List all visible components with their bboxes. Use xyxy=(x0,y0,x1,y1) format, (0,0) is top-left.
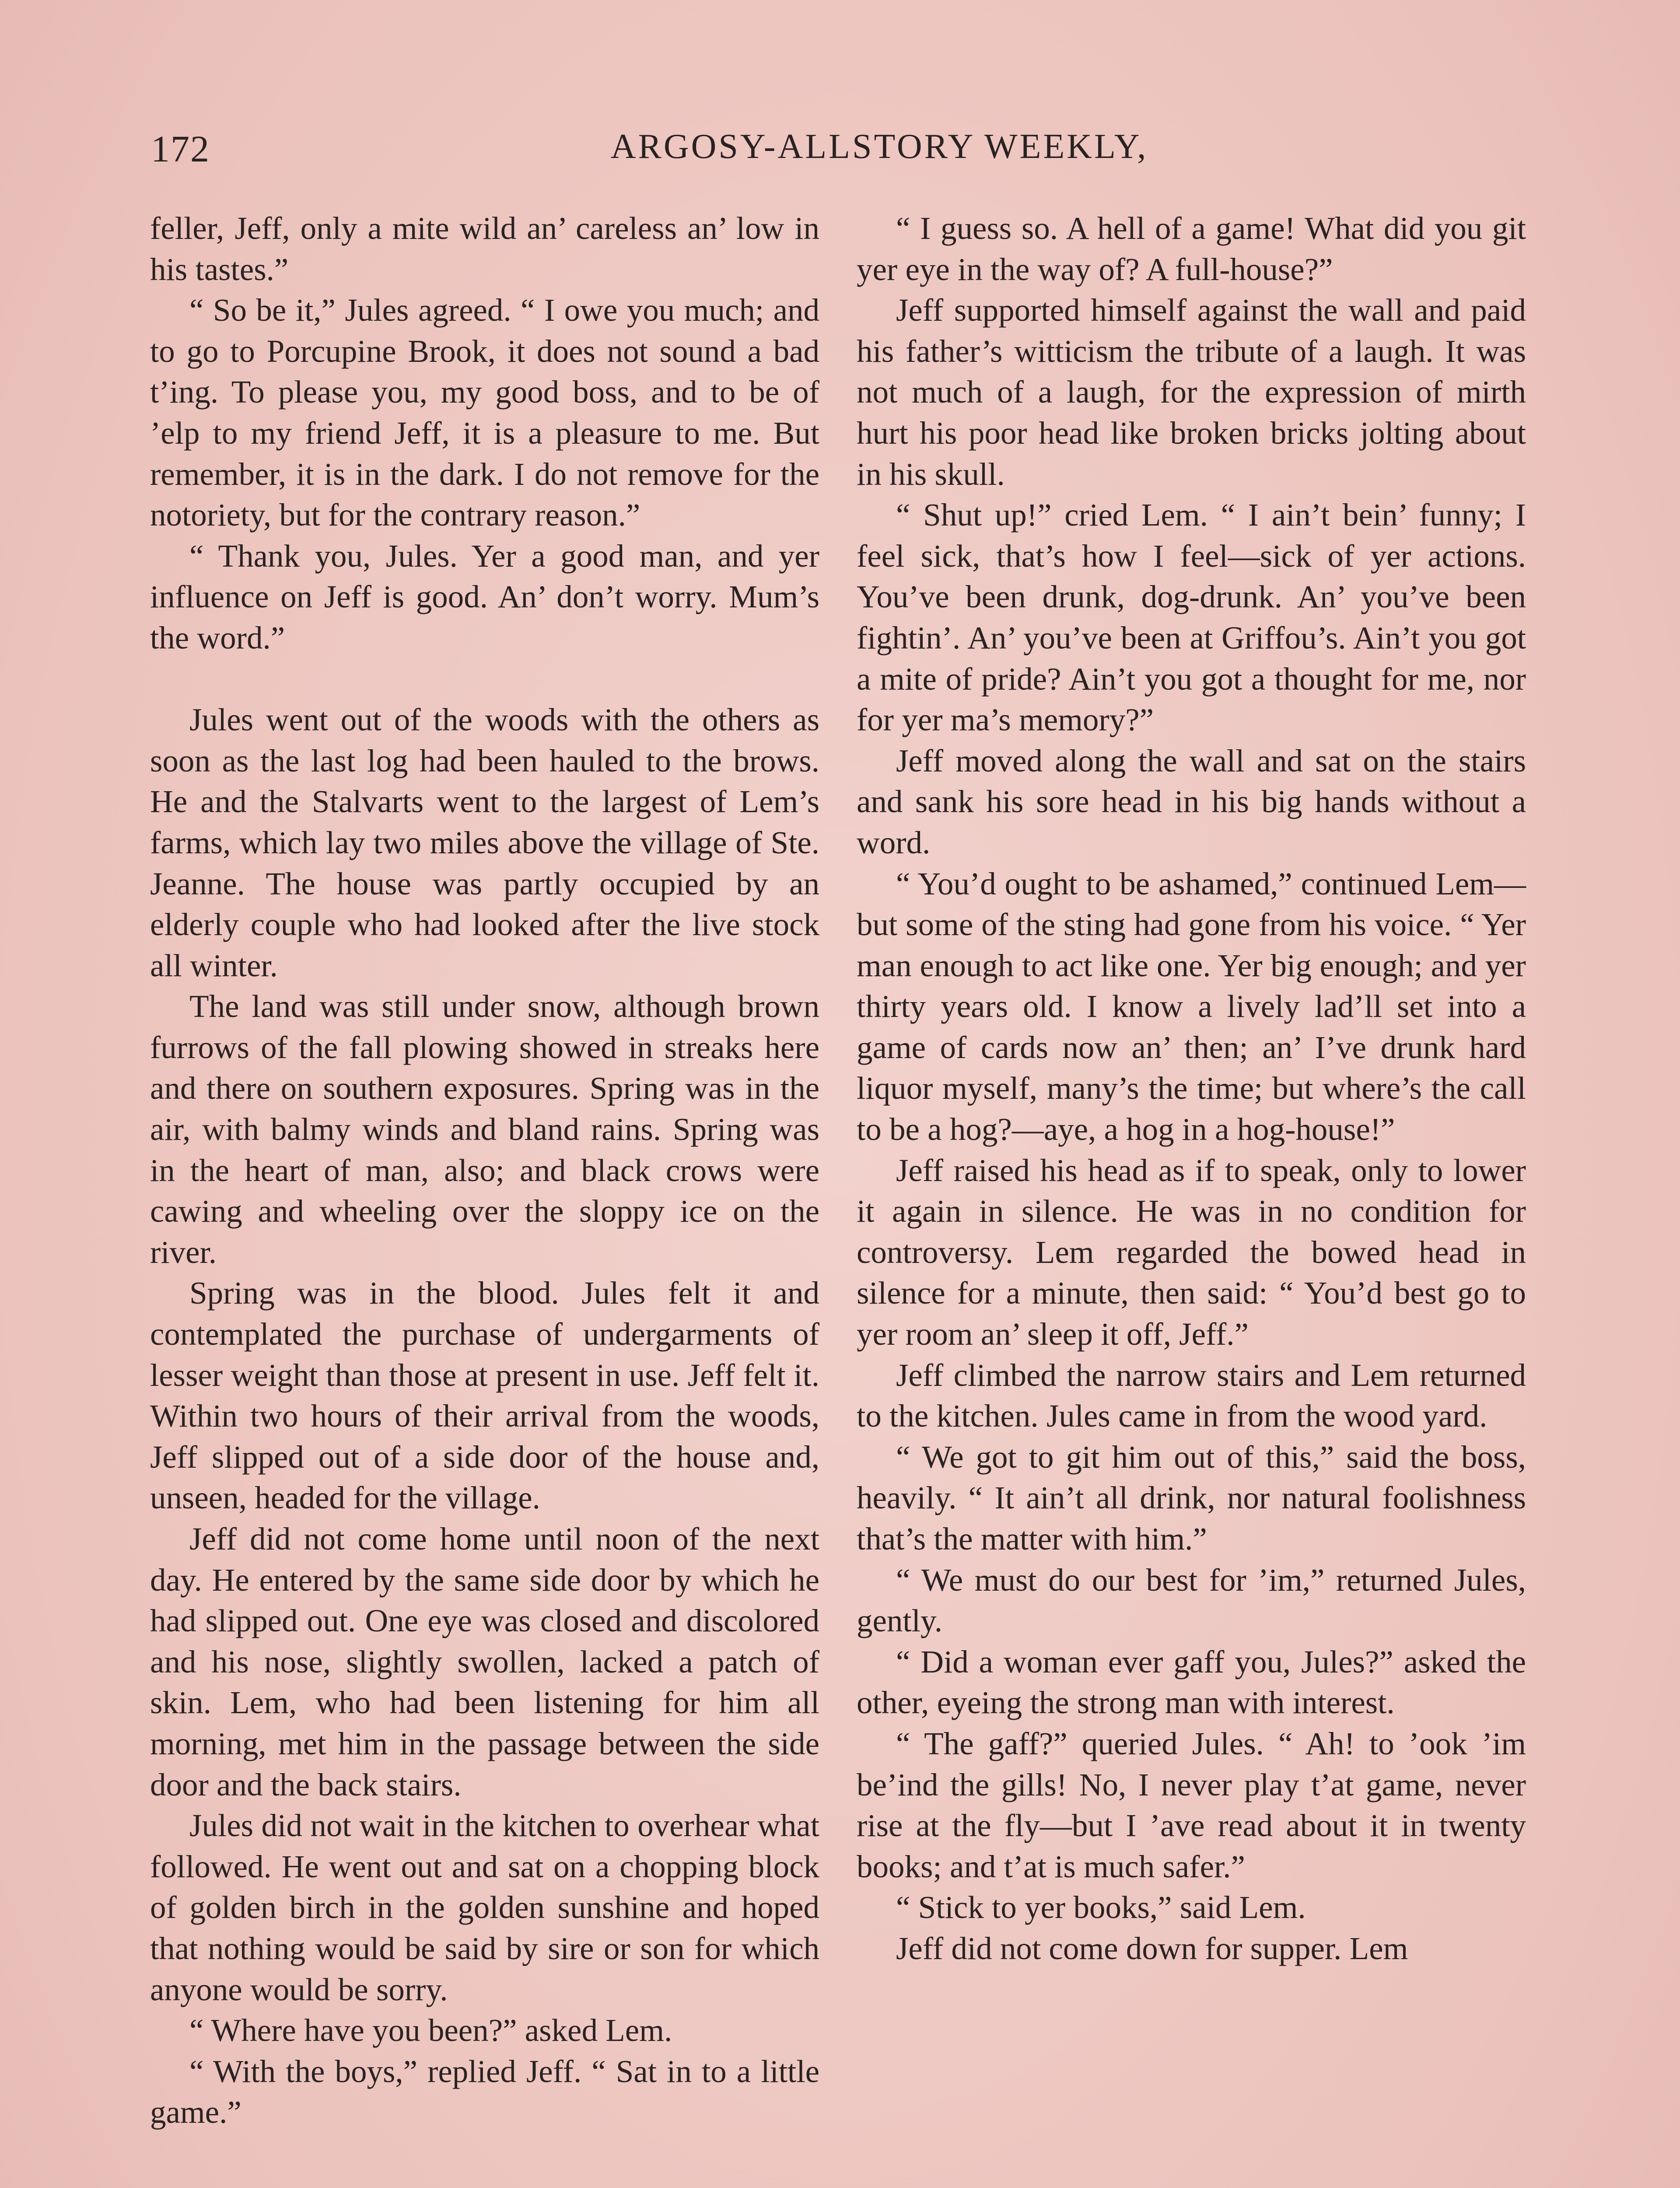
paragraph: “ So be it,” Jules agreed. “ I owe you much; and to go to Porcupine Brook, it does not sound a bad t’ing. To please you, my good boss, and to be of ’elp to my friend Jeff, it is a pleasure to me. But remember, it is in the dark. I do not remove for the notoriety, but for the contrary reason.” xyxy=(150,292,819,533)
paragraph: The land was still under snow, although brown furrows of the fall plowing showed in streaks here and there on southern exposures. Spring was in the air, with balmy winds and bland rains. Spring was in the heart of man, also; and black crows were cawing and wheeling over the sloppy ice on the river. xyxy=(150,989,819,1270)
paragraph: “ Shut up!” cried Lem. “ I ain’t bein’ funny; I feel sick, that’s how I feel—sick of yer actions. You’ve been drunk, dog-drunk. An’ you’ve been fightin’. An’ you’ve been at Griffou’s. Ain’t you got a mite of pride? Ain’t you got a thought for me, nor for yer ma’s memory?” xyxy=(857,497,1526,738)
right-column xyxy=(857,208,1526,1969)
paragraph: Jules went out of the woods with the others as soon as the last log had been hauled to the brows. He and the Stalvarts went to the largest of Lem’s farms, which lay two miles above the village of Ste. Jeanne. The house was partly occupied by an elderly couple who had looked after the live stock all winter. xyxy=(150,702,819,983)
paragraph: Spring was in the blood. Jules felt it and contemplated the purchase of undergarments of lesser weight than those at present in use. Jeff felt it. Within two hours of their arrival from the woods, Jeff slipped out of a side door of the house and, unseen, headed for the village. xyxy=(150,1275,819,1516)
paragraph: “ We got to git him out of this,” said the boss, heavily. “ It ain’t all drink, nor natural foolishness that’s the matter with him.” xyxy=(857,1439,1526,1557)
paragraph: Jeff raised his head as if to speak, only to lower it again in silence. He was in no condition for controversy. Lem regarded the bowed head in silence for a minute, then said: “ You’d best go to yer room an’ sleep it off, Jeff.” xyxy=(857,1152,1526,1352)
paragraph: “ Did a woman ever gaff you, Jules?” asked the other, eyeing the strong man with interest. xyxy=(857,1644,1526,1721)
page-header xyxy=(151,127,1529,179)
paragraph: Jeff climbed the narrow stairs and Lem returned to the kitchen. Jules came in from the wood yard. xyxy=(857,1357,1526,1434)
paragraph: feller, Jeff, only a mite wild an’ careless an’ low in his tastes.” xyxy=(150,210,819,287)
paragraph: Jeff supported himself against the wall and paid his father’s witticism the tribute of a laugh. It was not much of a laugh, for the expression of mirth hurt his poor head like broken bricks jolting about in his skull. xyxy=(857,292,1526,492)
paragraph: “ Stick to yer books,” said Lem. xyxy=(896,1890,1306,1925)
running-head: ARGOSY-ALLSTORY WEEKLY, xyxy=(610,127,1148,166)
paragraph: Jeff moved along the wall and sat on the stairs and sank his sore head in his big hands without a word. xyxy=(857,743,1526,860)
page-number: 172 xyxy=(151,128,210,170)
paragraph: “ I guess so. A hell of a game! What did you git yer eye in the way of? A full-house?” xyxy=(857,210,1526,287)
paragraph: “ Where have you been?” asked Lem. xyxy=(189,2013,672,2048)
paragraph: “ With the boys,” replied Jeff. “ Sat in to a little game.” xyxy=(150,2053,819,2130)
paragraph: Jeff did not come home until noon of the next day. He entered by the same side door by which he had slipped out. One eye was closed and discolored and his nose, slightly swollen, lacked a patch of skin. Lem, who had been listening for him all morning, met him in the passage between the side door and the back stairs. xyxy=(150,1521,819,1802)
paragraph: Jeff did not come down for supper. Lem xyxy=(896,1930,1408,1966)
paragraph: “ The gaff?” queried Jules. “ Ah! to ’ook ’im be’ind the gills! No, I never play t’at game, never rise at the fly—but I ’ave read about it in twenty books; and t’at is much safer.” xyxy=(857,1725,1526,1884)
paragraph: “ We must do our best for ’im,” returned Jules, gently. xyxy=(857,1562,1526,1639)
paragraph: “ You’d ought to be ashamed,” continued Lem—but some of the sting had gone from his voice. “ Yer man enough to act like one. Yer big enough; and yer thirty years old. I know a lively lad’ll set into a game of cards now an’ then; an’ I’ve drunk hard liquor myself, many’s the time; but where’s the call to be a hog?—aye, a hog in a hog-house!” xyxy=(857,866,1526,1147)
paragraph: “ Thank you, Jules. Yer a good man, and yer influence on Jeff is good. An’ don’t worry. Mum’s the word.” xyxy=(150,538,819,656)
left-column xyxy=(150,208,819,2133)
paragraph: Jules did not wait in the kitchen to overhear what followed. He went out and sat on a chopping block of golden birch in the golden sunshine and hoped that nothing would be said by sire or son for which anyone would be sorry. xyxy=(150,1808,819,2007)
